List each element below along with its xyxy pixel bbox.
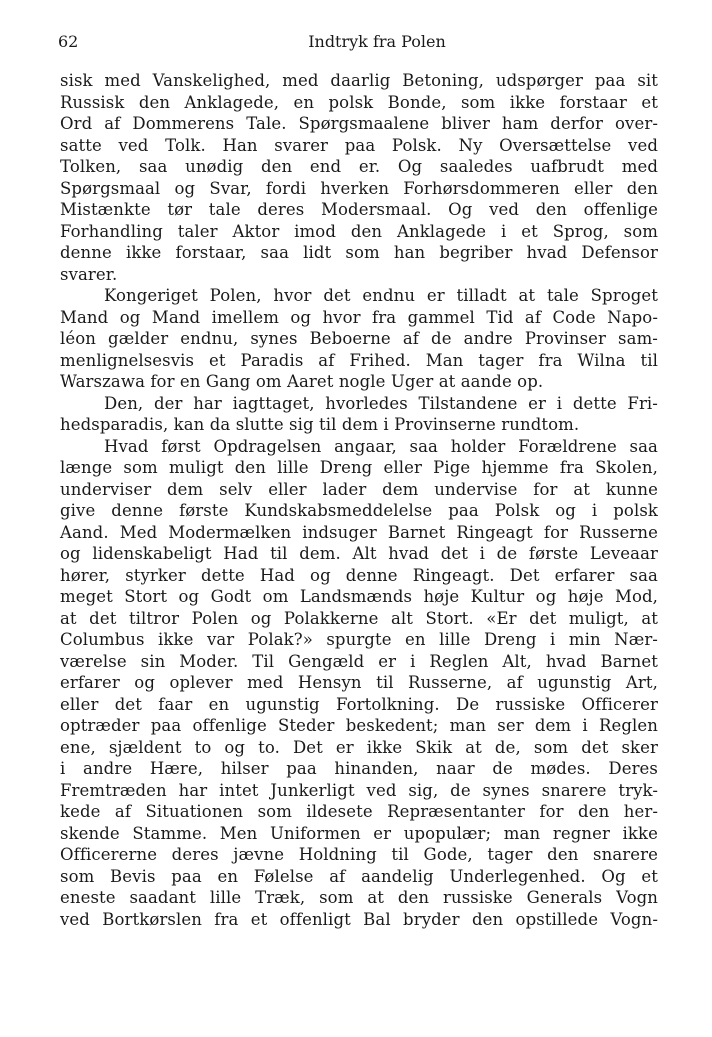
text-line: underviser dem selv eller lader dem undervise for at kunne xyxy=(60,479,658,499)
text-line: og lidenskabeligt Had til dem. Alt hvad det i de første Leveaar xyxy=(60,544,658,563)
text-line: Warszawa for en Gang om Aaret nogle Uger at aande op. xyxy=(60,372,544,391)
text-line: hører, styrker dette Had og denne Ringeagt. Det erfarer saa xyxy=(60,565,658,585)
text-line: Russisk den Anklagede, en polsk Bonde, som ikke forstaar et xyxy=(60,92,658,112)
text-line: satte ved Tolk. Han svarer paa Polsk. Ny Oversættelse ved xyxy=(60,135,658,155)
text-line: Kongeriget Polen, hvor det endnu er tilladt at tale Sproget xyxy=(104,286,658,305)
text-line: Aand. Med Modermælken indsuger Barnet Ringeagt for Russerne xyxy=(60,522,658,542)
text-line: Ord af Dommerens Tale. Spørgsmaalene bliver ham derfor over- xyxy=(60,114,658,133)
text-line: Columbus ikke var Polak?» spurgte en lille Dreng i min Nær- xyxy=(60,630,658,649)
text-line: svarer. xyxy=(60,264,118,284)
text-line: længe som muligt den lille Dreng eller Pige hjemme fra Skolen, xyxy=(60,458,658,477)
running-title: Indtryk fra Polen xyxy=(308,32,446,51)
text-line: erfarer og oplever med Hensyn til Russerne, af ugunstig Art, xyxy=(60,673,658,692)
text-line: Den, der har iagttaget, hvorledes Tilstandene er i dette Fri- xyxy=(104,393,658,413)
text-line: Officererne deres jævne Holdning til Gode, tager den snarere xyxy=(60,845,658,864)
text-line: menlignelsesvis et Paradis af Frihed. Man tager fra Wilna til xyxy=(60,350,658,370)
text-line: som Bevis paa en Følelse af aandelig Underlegenhed. Og et xyxy=(60,866,658,886)
text-line: give denne første Kundskabsmeddelelse paa Polsk og i polsk xyxy=(60,501,658,520)
text-line: Spørgsmaal og Svar, fordi hverken Forhørsdommeren eller den xyxy=(60,178,658,198)
text-line: i andre Hære, hilser paa hinanden, naar de mødes. Deres xyxy=(60,759,658,778)
text-line: optræder paa offenlige Steder beskedent; man ser dem i Reglen xyxy=(60,716,658,735)
text-line: Forhandling taler Aktor imod den Anklagede i et Sprog, som xyxy=(60,221,658,241)
text-line: Fremtræden har intet Junkerligt ved sig, de synes snarere tryk- xyxy=(60,780,658,800)
text-line: ene, sjældent to og to. Det er ikke Skik at de, som det sker xyxy=(60,737,658,757)
text-line: Tolken, saa unødig den end er. Og saaledes uafbrudt med xyxy=(60,157,658,176)
page-number: 62 xyxy=(58,32,79,51)
running-head xyxy=(58,31,656,53)
text-line: denne ikke forstaar, saa lidt som han begriber hvad Defensor xyxy=(60,243,658,262)
text-line: skende Stamme. Men Uniformen er upopulær; man regner ikke xyxy=(60,823,658,843)
text-line: hedsparadis, kan da slutte sig til dem i Provinserne rundtom. xyxy=(60,415,580,434)
text-line: Hvad først Opdragelsen angaar, saa holder Forældrene saa xyxy=(104,436,658,456)
text-line: kede af Situationen som ildesete Repræsentanter for den her- xyxy=(60,802,658,821)
text-line: Mistænkte tør tale deres Modersmaal. Og ved den offenlige xyxy=(60,200,658,219)
text-line: ved Bortkørslen fra et offenligt Bal bryder den opstillede Vogn- xyxy=(60,909,658,929)
text-line: Mand og Mand imellem og hvor fra gammel Tid af Code Napo- xyxy=(60,307,658,327)
text-line: léon gælder endnu, synes Beboerne af de andre Provinser sam- xyxy=(60,329,658,348)
text-line: eller det faar en ugunstig Fortolkning. De russiske Officerer xyxy=(60,694,658,714)
text-line: værelse sin Moder. Til Gengæld er i Reglen Alt, hvad Barnet xyxy=(60,651,658,671)
text-line: meget Stort og Godt om Landsmænds høje Kultur og høje Mod, xyxy=(60,587,658,606)
text-line: at det tiltror Polen og Polakkerne alt Stort. «Er det muligt, at xyxy=(60,608,658,628)
text-line: eneste saadant lille Træk, som at den russiske Generals Vogn xyxy=(60,888,658,907)
body-text xyxy=(60,70,658,930)
text-line: sisk med Vanskelighed, med daarlig Betoning, udspørger paa sit xyxy=(60,71,658,90)
